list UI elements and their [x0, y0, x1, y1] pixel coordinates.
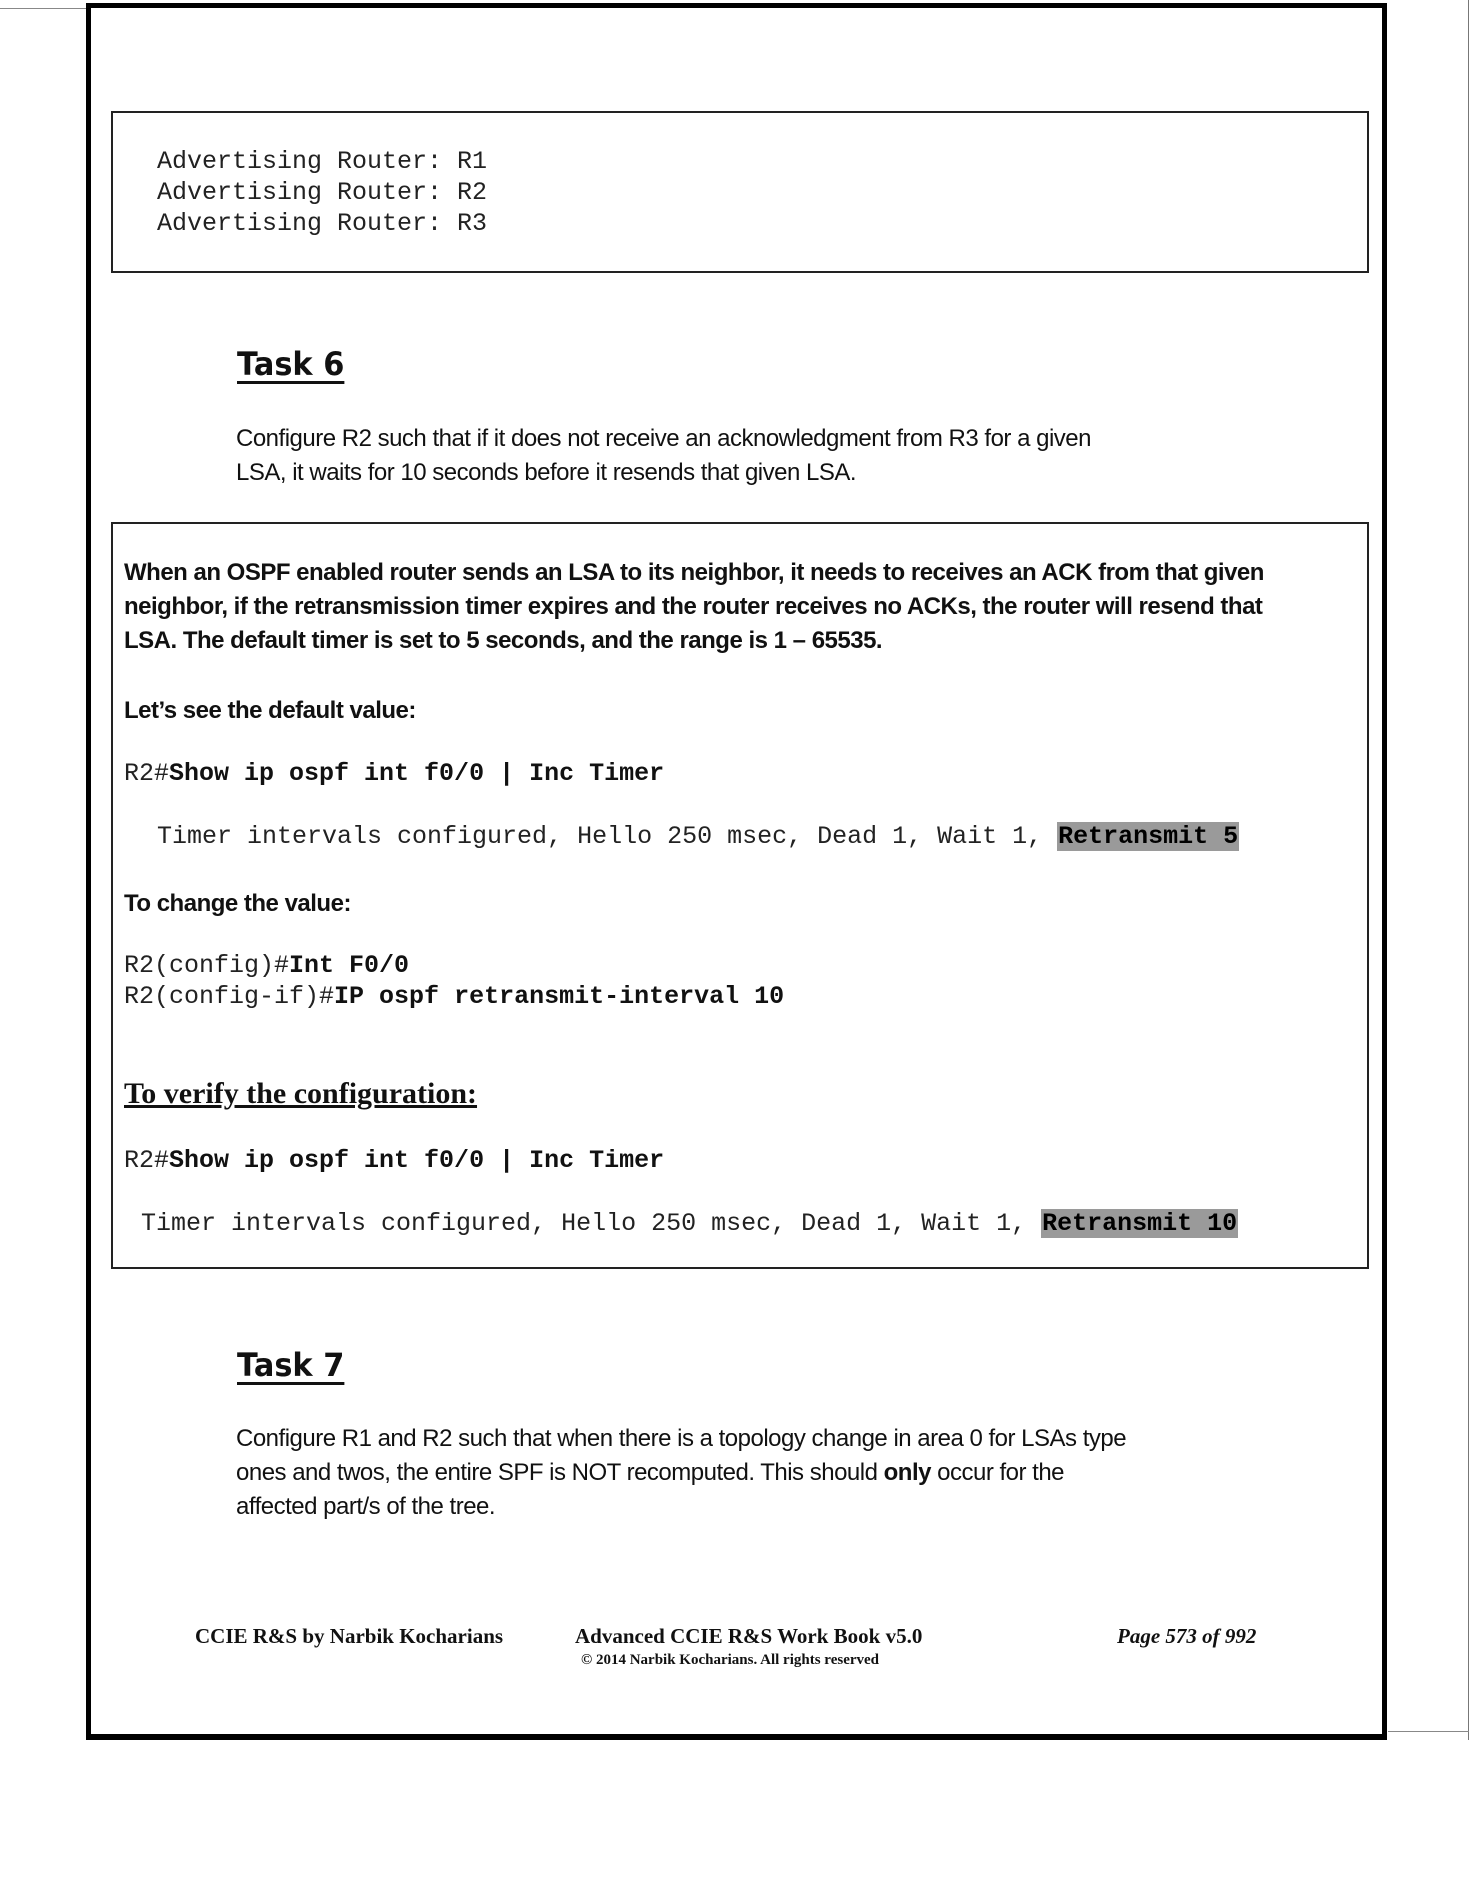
cli-command: Int F0/0: [289, 951, 410, 980]
cli-prompt: R2(config-if)#: [124, 982, 335, 1011]
change-value-label: To change the value:: [124, 890, 351, 917]
timer-output-1: [157, 821, 1239, 852]
text-segment: ones and twos, the entire SPF is NOT recomputed. This should: [236, 1459, 884, 1486]
default-value-label: Let’s see the default value:: [124, 697, 416, 724]
scan-edge-line: [0, 8, 86, 9]
show-command-2: [124, 1145, 664, 1176]
footer-book-title: Advanced CCIE R&S Work Book v5.0: [575, 1624, 923, 1648]
advertising-router-line: Advertising Router: R1: [157, 147, 488, 176]
cli-command: Show ip ospf int f0/0 | Inc Timer: [169, 759, 665, 788]
footer-author: CCIE R&S by Narbik Kocharians: [195, 1624, 504, 1648]
advertising-router-line: Advertising Router: R2: [157, 178, 488, 207]
config-line: [124, 950, 409, 981]
retransmit-highlight: Retransmit 5: [1058, 822, 1239, 851]
task-6-description: Configure R2 such that if it does not receive an acknowledgment from R3 for a given: [236, 425, 1091, 452]
task-7-description: [236, 1456, 1064, 1490]
intro-paragraph: LSA. The default timer is set to 5 seconds, and the range is 1 – 65535.: [124, 627, 883, 654]
footer-copyright: © 2014 Narbik Kocharians. All rights reserved: [581, 1652, 880, 1668]
advertising-router-line: Advertising Router: R3: [157, 209, 488, 238]
cli-prompt: R2#: [124, 759, 170, 788]
task-7-description: affected part/s of the tree.: [236, 1493, 496, 1520]
config-line: [124, 981, 784, 1012]
task-7-description: Configure R1 and R2 such that when there is a topology change in area 0 for LSAs type: [236, 1425, 1127, 1452]
cli-command: IP ospf retransmit-interval 10: [334, 982, 785, 1011]
scan-edge-line: [1468, 0, 1469, 1740]
scan-edge-line: [1388, 1731, 1469, 1732]
intro-paragraph: When an OSPF enabled router sends an LSA to its neighbor, it needs to receives an ACK from that given: [124, 559, 1264, 586]
cli-prompt: R2(config)#: [124, 951, 290, 980]
retransmit-highlight: Retransmit 10: [1042, 1209, 1238, 1238]
show-command-1: [124, 758, 664, 789]
task-6-title: Task 6: [237, 345, 345, 383]
cli-command: Show ip ospf int f0/0 | Inc Timer: [169, 1146, 665, 1175]
text-segment: occur for the: [930, 1459, 1065, 1486]
timer-output-text: Timer intervals configured, Hello 250 msec, Dead 1, Wait 1,: [141, 1209, 1042, 1238]
emphasis-only: only: [883, 1459, 931, 1486]
timer-output-2: [141, 1208, 1238, 1239]
timer-output-text: Timer intervals configured, Hello 250 msec, Dead 1, Wait 1,: [157, 822, 1058, 851]
cli-prompt: R2#: [124, 1146, 170, 1175]
task-6-description: LSA, it waits for 10 seconds before it resends that given LSA.: [236, 459, 857, 486]
footer-page-number: Page 573 of 992: [1117, 1624, 1257, 1648]
task-7-title: Task 7: [237, 1346, 345, 1384]
intro-paragraph: neighbor, if the retransmission timer expires and the router receives no ACKs, the router will resend that: [124, 593, 1263, 620]
verify-heading: To verify the configuration:: [124, 1077, 478, 1110]
